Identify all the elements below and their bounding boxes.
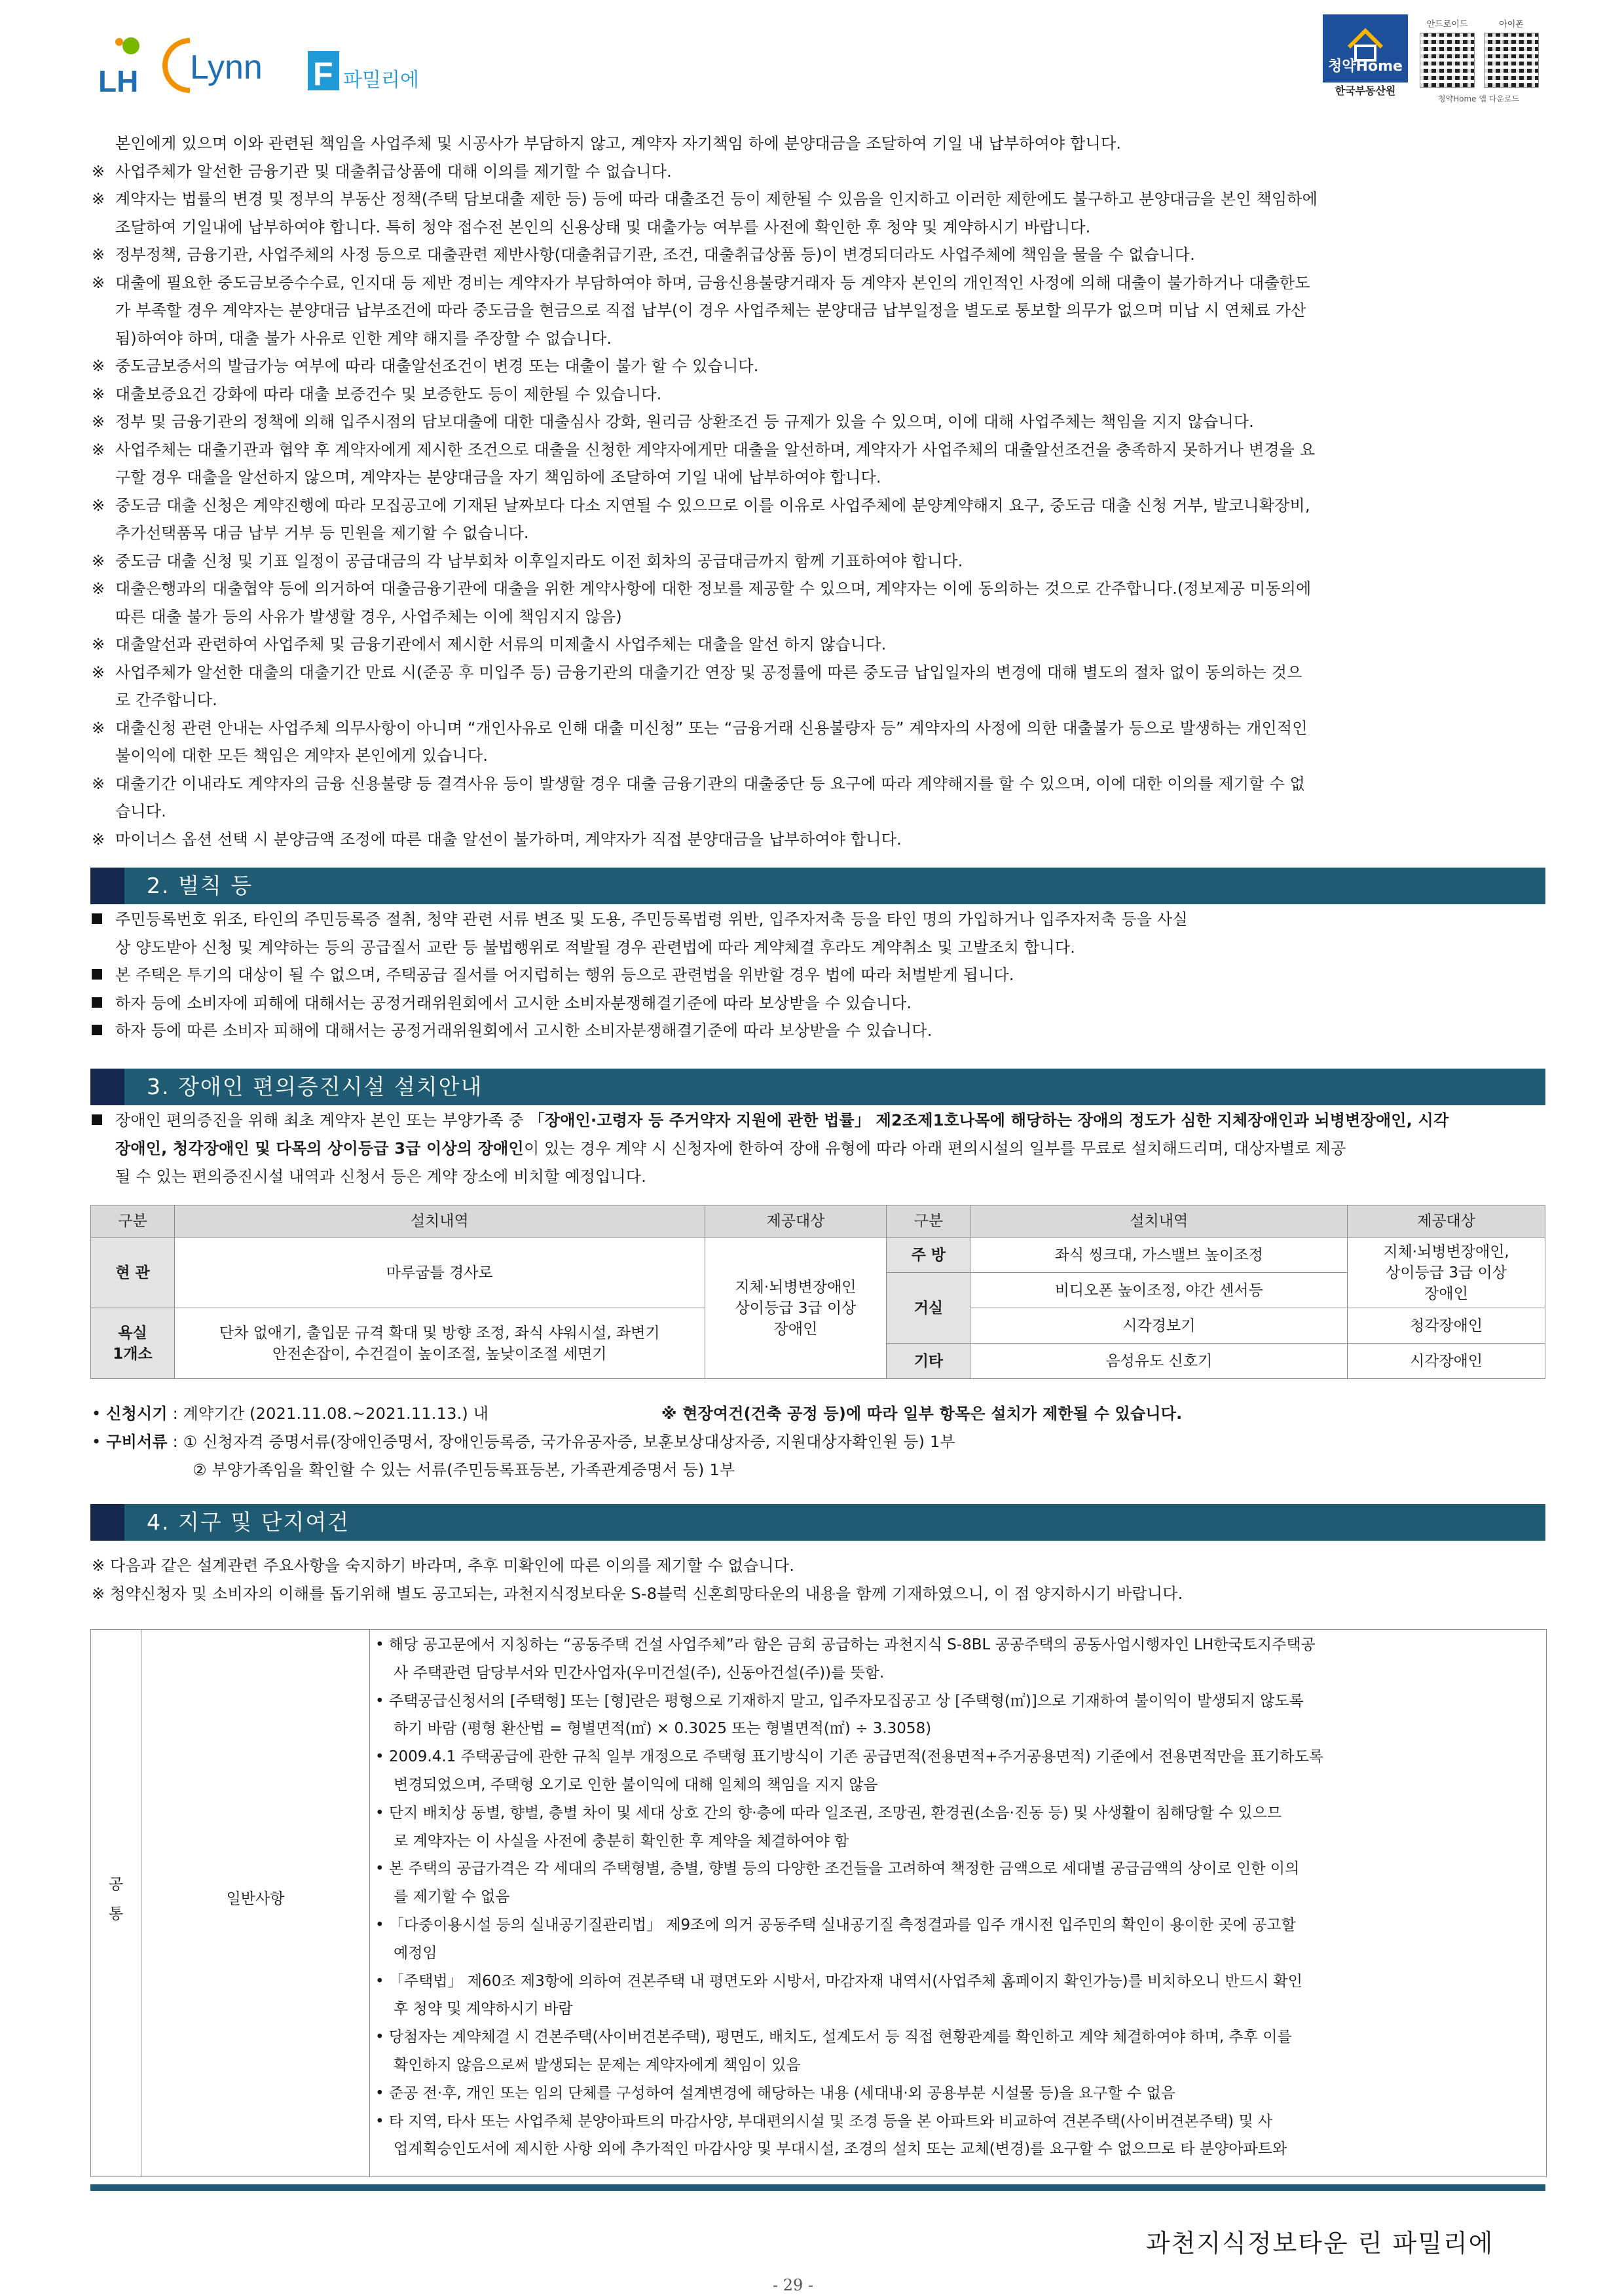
penalty-line: 본 주택은 투기의 대상이 될 수 없으며, 주택공급 질서를 어지럽히는 행위 등으로 관련법을 위반할 경우 법에 따라 처벌받게 됩니다.	[92, 961, 1559, 989]
penalty-line: 하자 등에 소비자에 피해에 대해서는 공정거래위원회에서 고시한 소비자분쟁해결기준에 따라 보상받을 수 있습니다.	[92, 989, 1559, 1018]
lh-lynn-familie-logo-icon	[92, 26, 432, 98]
kitchen-value: 좌식 씽크대, 가스밸브 높이조정	[970, 1238, 1348, 1273]
general-bullet-line: 를 제기할 수 없음	[394, 1888, 510, 1906]
apply-home-badge	[1323, 14, 1545, 106]
general-bullet-line: • 본 주택의 공급가격은 각 세대의 주택형별, 층별, 향별 등의 다양한 조건들을 고려하여 책정한 금액으로 세대별 공급금액의 상이로 인한 이의	[375, 1860, 1300, 1878]
svg-text:파밀리에: 파밀리에	[343, 69, 419, 92]
qr-iphone-label: 아이폰	[1499, 20, 1524, 29]
note-line: 따른 대출 불가 등의 사유가 발생할 경우, 사업주체는 이에 책임지지 않음)	[115, 607, 622, 626]
general-bullet-line: • 단지 배치상 동별, 향별, 층별 차이 및 세대 상호 간의 향·층에 따라 일조권, 조망권, 환경권(소음·진동 등) 및 사생활이 침해당할 수 있으므	[375, 1804, 1282, 1822]
apply-home-label: 청약Home	[1328, 58, 1403, 75]
note-line: ※ 대출에 필요한 중도금보증수수료, 인지대 등 제반 경비는 계약자가 부담하여야 하며, 금융신용불량거래자 등 계약자 본인의 개인적인 사정에 의해 대출이 불가하거나 대출한도	[92, 273, 1310, 292]
living-value-2: 시각경보기	[970, 1308, 1348, 1344]
table-bottom-bar	[90, 2184, 1545, 2191]
living-target-2: 청각장애인	[1348, 1308, 1545, 1344]
qr-code-android-icon[interactable]	[1420, 33, 1475, 88]
apply-period: • 신청시기 : 계약기간 (2021.11.08.~2021.11.13.) 내	[92, 1405, 489, 1423]
etc-value: 음성유도 신호기	[970, 1344, 1348, 1379]
general-bullet-line: • 주택공급신청서의 [주택형] 또는 [형]란은 평형으로 기재하지 말고, 입주자모집공고 상 [주택형(㎡)]으로 기재하여 불이익이 발생되지 않도록	[375, 1692, 1304, 1710]
note-line: 구할 경우 대출을 알선하지 않으며, 계약자는 분양대금을 자기 책임하에 조달하여 기일 내에 납부하여야 합니다.	[115, 468, 881, 487]
general-bullet-line: 하기 바람 (평형 환산법 = 형별면적(㎡) × 0.3025 또는 형별면적(㎡) ÷ 3.3058)	[394, 1720, 932, 1738]
th-gubun-2: 구분	[887, 1205, 970, 1238]
docs-line-2: ② 부양가족임을 확인할 수 있는 서류(주민등록표등본, 가족관계증명서 등) 1부	[193, 1461, 735, 1479]
note-line: ※ 대출알선과 관련하여 사업주체 및 금융기관에서 제시한 서류의 미제출시 사업주체는 대출을 알선 하지 않습니다.	[92, 635, 887, 653]
qr-caption: 청약Home 앱 다운로드	[1437, 94, 1520, 103]
site-conditions-table	[90, 1629, 1547, 2177]
note-line: 습니다.	[115, 802, 166, 820]
note-line: 본인에게 있으며 이와 관련된 책임을 사업주체 및 시공사가 부담하지 않고, 계약자 자기책임 하에 분양대금을 조달하여 기일 내 납부하여야 합니다.	[115, 134, 1122, 153]
general-bullet-line: • 타 지역, 타사 또는 사업주체 분양아파트의 마감사양, 부대편의시설 및 조경 등을 본 아파트와 비교하여 견본주택(사이버견본주택) 및 사	[375, 2112, 1273, 2130]
qr-android-label: 안드로이드	[1426, 20, 1468, 29]
note-line: ※ 대출은행과의 대출협약 등에 의거하여 대출금융기관에 대출을 위한 계약사항에 대한 정보를 제공할 수 있으며, 계약자는 이에 동의하는 것으로 간주합니다.(정보제공 미동의에	[92, 579, 1312, 598]
note-line: ※ 대출기간 이내라도 계약자의 금융 신용불량 등 결격사유 등이 발생할 경우 대출 금융기관의 대출중단 등 요구에 따라 계약해지를 할 수 있으며, 이에 대한 이의를 제기할 수 없	[92, 774, 1306, 793]
general-bullet-line: • 해당 공고문에서 지칭하는 “공동주택 건설 사업주체”라 함은 금회 공급하는 과천지식 S-8BL 공공주택의 공동사업시행자인 LH한국토지주택공	[375, 1636, 1316, 1653]
entrance-value: 마루굽틀 경사로	[174, 1238, 705, 1308]
page-number: - 29 -	[773, 2276, 814, 2294]
note-line: ※ 중도금보증서의 발급가능 여부에 따라 대출알선조건이 변경 또는 대출이 불가 할 수 있습니다.	[92, 357, 759, 375]
section-2-heading: 2. 벌칙 등	[90, 868, 1545, 904]
note-line: 됨)하여야 하며, 대출 불가 사유로 인한 계약 해지를 주장할 수 없습니다.	[115, 329, 612, 348]
etc-target: 시각장애인	[1348, 1344, 1545, 1379]
target-left: 지체·뇌병변장애인 상이등급 3급 이상 장애인	[705, 1238, 887, 1379]
section-3-heading: 3. 장애인 편의증진시설 설치안내	[90, 1069, 1545, 1105]
row-bath: 욕실 1개소	[91, 1308, 175, 1379]
general-bullet-line: 업계획승인도서에 제시한 사항 외에 추가적인 마감사양 및 부대시설, 조경의 설치 또는 교체(변경)를 요구할 수 없으므로 타 분양아파트와	[394, 2140, 1287, 2158]
general-bullet-line: • 준공 전·후, 개인 또는 임의 단체를 구성하여 설계변경에 해당하는 내용 (세대내·외 공용부분 시설물 등)을 요구할 수 없음	[375, 2084, 1175, 2102]
row-etc: 기타	[887, 1344, 970, 1379]
svg-text:LH: LH	[98, 64, 139, 98]
note-line: 로 간주합니다.	[115, 691, 217, 709]
general-bullet-line: 변경되었으며, 주택형 오기로 인한 불이익에 대해 일체의 책임을 지지 않음	[394, 1776, 878, 1793]
facility-table	[90, 1205, 1545, 1379]
row-living: 거실	[887, 1273, 970, 1344]
target-right: 지체·뇌병변장애인, 상이등급 3급 이상 장애인	[1348, 1238, 1545, 1308]
general-bullet-line: 확인하지 않음으로써 발생되는 문제는 계약자에게 책임이 있음	[394, 2057, 801, 2074]
note-line: ※ 정부 및 금융기관의 정책에 의해 입주시점의 담보대출에 대한 대출심사 강화, 원리금 상환조건 등 규제가 있을 수 있으며, 이에 대해 사업주체는 책임을 지지 않습니다.	[92, 413, 1255, 431]
note-line: 불이익에 대한 모든 책임은 계약자 본인에게 있습니다.	[115, 746, 489, 765]
th-install-2: 설치내역	[970, 1205, 1348, 1238]
note-line: ※ 중도금 대출 신청 및 기표 일정이 공급대금의 각 납부회차 이후일지라도 이전 회차의 공급대금까지 함께 기표하여야 합니다.	[92, 551, 963, 570]
note-line: ※ 중도금 대출 신청은 계약진행에 따라 모집공고에 기재된 날짜보다 다소 지연될 수 있으므로 이를 이유로 사업주체에 분양계약해지 요구, 중도금 대출 신청 거부, 발코니확장비,	[92, 496, 1310, 515]
svg-text:Lynn: Lynn	[190, 48, 263, 86]
th-target-2: 제공대상	[1348, 1205, 1545, 1238]
penalty-line: 하자 등에 따른 소비자 피해에 대해서는 공정거래위원회에서 고시한 소비자분쟁해결기준에 따라 보상받을 수 있습니다.	[92, 1017, 1559, 1045]
note-line: ※ 사업주체가 알선한 금융기관 및 대출취급상품에 대해 이의를 제기할 수 없습니다.	[92, 162, 672, 181]
general-bullet-line: • 당첨자는 계약체결 시 견본주택(사이버견본주택), 평면도, 배치도, 설계도서 등 직접 현황관계를 확인하고 계약 체결하여야 하며, 추후 이를	[375, 2029, 1292, 2046]
common-label: 공 통	[91, 1630, 141, 2176]
note-line: ※ 대출보증요건 강화에 따라 대출 보증건수 및 보증한도 등이 제한될 수 있습니다.	[92, 384, 662, 403]
note-line: ※ 마이너스 옵션 선택 시 분양금액 조정에 따른 대출 알선이 불가하며, 계약자가 직접 분양대금을 납부하여야 합니다.	[92, 830, 902, 849]
note-line: ※ 대출신청 관련 안내는 사업주체 의무사항이 아니며 “개인사유로 인해 대출 미신청” 또는 “금융거래 신용불량자 등” 계약자의 사정에 의한 대출불가 등으로 발생하는 개인적인	[92, 718, 1308, 737]
general-label: 일반사항	[141, 1630, 370, 2176]
living-value-1: 비디오폰 높이조정, 야간 센서등	[970, 1273, 1348, 1308]
note-line: ※ 정부정책, 금융기관, 사업주체의 사정 등으로 대출관련 제반사항(대출취급기관, 조건, 대출취급상품 등)이 변경되더라도 사업주체에 책임을 물을 수 없습니다.	[92, 246, 1195, 264]
note-line: ※ 계약자는 법률의 변경 및 정부의 부동산 정책(주택 담보대출 제한 등) 등에 따라 대출조건 등이 제한될 수 있음을 인지하고 이러한 제한에도 불구하고 분양대금을 본인 책임하에	[92, 190, 1318, 208]
note-line: 추가선택품목 대금 납부 거부 등 민원을 제기할 수 없습니다.	[115, 524, 529, 542]
th-gubun: 구분	[91, 1205, 175, 1238]
general-bullet-line: 로 계약자는 이 사실을 사전에 충분히 확인한 후 계약을 체결하여야 함	[394, 1832, 849, 1850]
svg-text:F: F	[313, 56, 333, 92]
brand-logo	[92, 26, 432, 98]
general-bullet-line: 사 주택관련 담당부서와 민간사업자(우미건설(주), 신동아건설(주))를 뜻함.	[394, 1664, 885, 1681]
note-line: ※ 사업주체는 대출기관과 협약 후 계약자에게 제시한 조건으로 대출을 신청한 계약자에게만 대출을 알선하며, 계약자가 사업주체의 대출알선조건을 충족하지 못하거나 변경을 요	[92, 440, 1316, 459]
section-4-heading: 4. 지구 및 단지여건	[90, 1504, 1545, 1541]
note-line: ※ 사업주체가 알선한 대출의 대출기간 만료 시(준공 후 미입주 등) 금융기관의 대출기간 연장 및 공정률에 따른 중도금 납입일자의 변경에 대해 별도의 절차 없이 동의하는 것으	[92, 663, 1302, 682]
sec3-intro-line-3: 될 수 있는 편의증진시설 내역과 신청서 등은 계약 장소에 비치할 예정입니다.	[115, 1167, 647, 1186]
sec3-intro-line-1: 장애인 편의증진을 위해 최초 계약자 본인 또는 부양가족 중 「장애인·고령자 등 주거약자 지원에 관한 법률」 제2조제1호나목에 해당하는 장애의 정도가 심한 지체장애인과 뇌병변장애인, 시각	[92, 1107, 1559, 1135]
note-line: 가 부족할 경우 계약자는 분양대금 납부조건에 따라 중도금을 현금으로 직접 납부(이 경우 사업주체는 분양대금 납부일정을 별도로 통보할 의무가 없으며 미납 시 연체료 가산	[115, 301, 1306, 320]
th-target: 제공대상	[705, 1205, 887, 1238]
penalty-line: 상 양도받아 신청 및 계약하는 등의 공급질서 교란 등 불법행위로 적발될 경우 관련법에 따라 계약체결 후라도 계약취소 및 고발조치 합니다.	[115, 938, 1076, 957]
sec3-intro-line-2: 장애인, 청각장애인 및 다목의 상이등급 3급 이상의 장애인이 있는 경우 계약 시 신청자에 한하여 장애 유형에 따라 아래 편의시설의 일부를 무료로 설치해드리며, 대상자별로 제공	[115, 1139, 1346, 1158]
sec4-note-1: ※ 다음과 같은 설계관련 주요사항을 숙지하기 바라며, 추후 미확인에 따른 이의를 제기할 수 없습니다.	[92, 1556, 795, 1575]
penalty-line: 주민등록번호 위조, 타인의 주민등록증 절취, 청약 관련 서류 변조 및 도용, 주민등록법령 위반, 입주자저축 등을 타인 명의 가입하거나 입주자저축 등을 사실	[92, 906, 1559, 934]
general-bullets	[370, 1630, 1542, 2176]
general-bullet-line: 예정임	[394, 1944, 437, 1962]
note-line: 조달하여 기일내에 납부하여야 합니다. 특히 청약 접수전 본인의 신용상태 및 대출가능 여부를 사전에 확인한 후 청약 및 계약하시기 바랍니다.	[115, 217, 1091, 236]
bath-value: 단차 없애기, 출입문 규격 확대 및 방향 조정, 좌식 샤워시설, 좌변기 안전손잡이, 수건걸이 높이조절, 높낮이조절 세면기	[174, 1308, 705, 1379]
row-kitchen: 주 방	[887, 1238, 970, 1273]
general-bullet-line: • 「다중이용시설 등의 실내공기질관리법」 제9조에 의거 공동주택 실내공기질 측정결과를 입주 개시전 입주민의 확인이 용이한 곳에 공고할	[375, 1917, 1296, 1934]
apply-home-logo	[1323, 14, 1408, 100]
kab-label: 한국부동산원	[1323, 83, 1408, 100]
footer-title: 과천지식정보타운 린 파밀리에	[1146, 2229, 1494, 2258]
general-bullet-line: • 「주택법」 제60조 제3항에 의하여 견본주택 내 평면도와 시방서, 마감자재 내역서(사업주체 홈페이지 확인가능)를 비치하오니 반드시 확인	[375, 1972, 1302, 1990]
docs-line-1: • 구비서류 : ① 신청자격 증명서류(장애인증명서, 장애인등록증, 국가유공자증, 보훈보상대상자증, 지원대상자확인원 등) 1부	[92, 1433, 955, 1451]
apply-note: ※ 현장여건(건축 공정 등)에 따라 일부 항목은 설치가 제한될 수 있습니다.	[661, 1405, 1183, 1423]
th-install: 설치내역	[174, 1205, 705, 1238]
qr-code-iphone-icon[interactable]	[1484, 33, 1539, 88]
general-bullet-line: 후 청약 및 계약하시기 바람	[394, 2000, 573, 2018]
sec4-note-2: ※ 청약신청자 및 소비자의 이해를 돕기위해 별도 공고되는, 과천지식정보타운 S-8블럭 신혼희망타운의 내용을 함께 기재하였으니, 이 점 양지하시기 바랍니다.	[92, 1585, 1183, 1603]
row-entrance: 현 관	[91, 1238, 175, 1308]
general-bullet-line: • 2009.4.1 주택공급에 관한 규칙 일부 개정으로 주택형 표기방식이 기존 공급면적(전용면적+주거공용면적) 기준에서 전용면적만을 표기하도록	[375, 1748, 1324, 1766]
